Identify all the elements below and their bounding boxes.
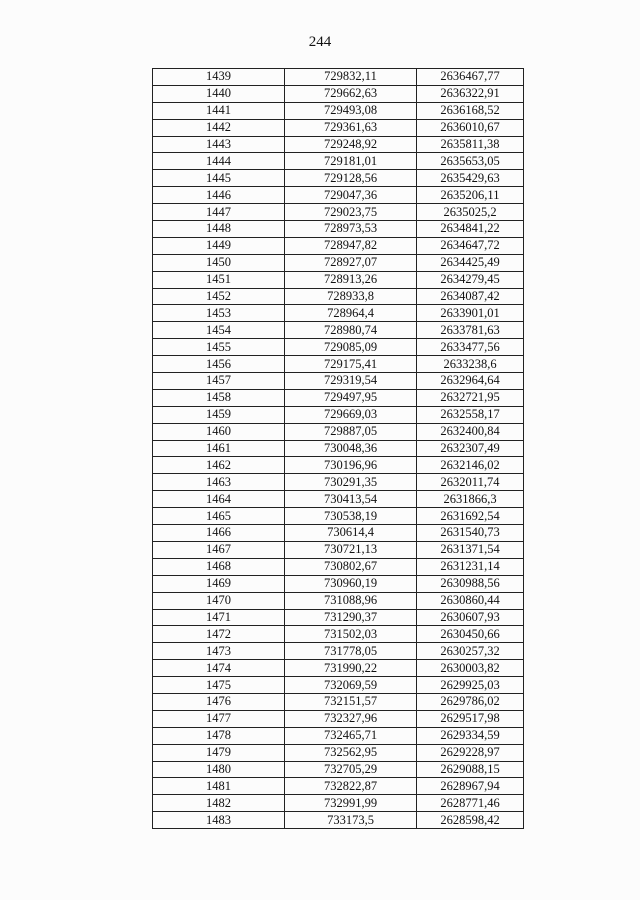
x-coordinate-cell: 733173,5 bbox=[285, 812, 417, 829]
table-row bbox=[153, 609, 524, 626]
table-row bbox=[153, 69, 524, 86]
x-coordinate-cell: 729047,36 bbox=[285, 187, 417, 204]
x-coordinate-cell: 729248,92 bbox=[285, 136, 417, 153]
x-coordinate-cell: 729175,41 bbox=[285, 356, 417, 373]
x-coordinate-cell: 732327,96 bbox=[285, 710, 417, 727]
point-number-cell: 1445 bbox=[153, 170, 285, 187]
y-coordinate-cell: 2632721,95 bbox=[417, 389, 524, 406]
table-row bbox=[153, 271, 524, 288]
x-coordinate-cell: 732822,87 bbox=[285, 778, 417, 795]
y-coordinate-cell: 2632558,17 bbox=[417, 406, 524, 423]
point-number-cell: 1479 bbox=[153, 744, 285, 761]
table-row bbox=[153, 187, 524, 204]
point-number-cell: 1440 bbox=[153, 85, 285, 102]
point-number-cell: 1465 bbox=[153, 508, 285, 525]
y-coordinate-cell: 2634279,45 bbox=[417, 271, 524, 288]
x-coordinate-cell: 730413,54 bbox=[285, 491, 417, 508]
x-coordinate-cell: 729832,11 bbox=[285, 69, 417, 86]
x-coordinate-cell: 729128,56 bbox=[285, 170, 417, 187]
y-coordinate-cell: 2636010,67 bbox=[417, 119, 524, 136]
table-row bbox=[153, 406, 524, 423]
x-coordinate-cell: 730614,4 bbox=[285, 525, 417, 542]
point-number-cell: 1468 bbox=[153, 558, 285, 575]
x-coordinate-cell: 730802,67 bbox=[285, 558, 417, 575]
y-coordinate-cell: 2628771,46 bbox=[417, 795, 524, 812]
y-coordinate-cell: 2635653,05 bbox=[417, 153, 524, 170]
point-number-cell: 1478 bbox=[153, 727, 285, 744]
y-coordinate-cell: 2629925,03 bbox=[417, 677, 524, 694]
point-number-cell: 1446 bbox=[153, 187, 285, 204]
y-coordinate-cell: 2634087,42 bbox=[417, 288, 524, 305]
y-coordinate-cell: 2631371,54 bbox=[417, 541, 524, 558]
x-coordinate-cell: 728947,82 bbox=[285, 237, 417, 254]
point-number-cell: 1450 bbox=[153, 254, 285, 271]
point-number-cell: 1451 bbox=[153, 271, 285, 288]
table-row bbox=[153, 204, 524, 221]
table-row bbox=[153, 389, 524, 406]
table-row bbox=[153, 322, 524, 339]
y-coordinate-cell: 2629228,97 bbox=[417, 744, 524, 761]
x-coordinate-cell: 730048,36 bbox=[285, 440, 417, 457]
y-coordinate-cell: 2631231,14 bbox=[417, 558, 524, 575]
table-row bbox=[153, 525, 524, 542]
x-coordinate-cell: 729662,63 bbox=[285, 85, 417, 102]
y-coordinate-cell: 2630607,93 bbox=[417, 609, 524, 626]
table-row bbox=[153, 761, 524, 778]
table-row bbox=[153, 373, 524, 390]
table-row bbox=[153, 727, 524, 744]
table-row bbox=[153, 541, 524, 558]
x-coordinate-cell: 729319,54 bbox=[285, 373, 417, 390]
y-coordinate-cell: 2631540,73 bbox=[417, 525, 524, 542]
point-number-cell: 1454 bbox=[153, 322, 285, 339]
y-coordinate-cell: 2632307,49 bbox=[417, 440, 524, 457]
x-coordinate-cell: 732151,57 bbox=[285, 693, 417, 710]
table-row bbox=[153, 778, 524, 795]
y-coordinate-cell: 2631866,3 bbox=[417, 491, 524, 508]
table-row bbox=[153, 592, 524, 609]
point-number-cell: 1477 bbox=[153, 710, 285, 727]
x-coordinate-cell: 732705,29 bbox=[285, 761, 417, 778]
coordinates-table-body bbox=[153, 69, 524, 829]
point-number-cell: 1461 bbox=[153, 440, 285, 457]
y-coordinate-cell: 2633901,01 bbox=[417, 305, 524, 322]
table-row bbox=[153, 356, 524, 373]
table-row bbox=[153, 170, 524, 187]
page-number: 244 bbox=[308, 34, 332, 50]
y-coordinate-cell: 2632964,64 bbox=[417, 373, 524, 390]
table-row bbox=[153, 474, 524, 491]
table-row bbox=[153, 508, 524, 525]
y-coordinate-cell: 2628967,94 bbox=[417, 778, 524, 795]
x-coordinate-cell: 731290,37 bbox=[285, 609, 417, 626]
point-number-cell: 1475 bbox=[153, 677, 285, 694]
point-number-cell: 1460 bbox=[153, 423, 285, 440]
table-row bbox=[153, 339, 524, 356]
y-coordinate-cell: 2630860,44 bbox=[417, 592, 524, 609]
y-coordinate-cell: 2630450,66 bbox=[417, 626, 524, 643]
point-number-cell: 1476 bbox=[153, 693, 285, 710]
table-row bbox=[153, 254, 524, 271]
table-row bbox=[153, 660, 524, 677]
point-number-cell: 1449 bbox=[153, 237, 285, 254]
x-coordinate-cell: 729669,03 bbox=[285, 406, 417, 423]
y-coordinate-cell: 2634425,49 bbox=[417, 254, 524, 271]
table-row bbox=[153, 85, 524, 102]
x-coordinate-cell: 731778,05 bbox=[285, 643, 417, 660]
point-number-cell: 1444 bbox=[153, 153, 285, 170]
x-coordinate-cell: 731502,03 bbox=[285, 626, 417, 643]
x-coordinate-cell: 728913,26 bbox=[285, 271, 417, 288]
x-coordinate-cell: 729181,01 bbox=[285, 153, 417, 170]
y-coordinate-cell: 2635206,11 bbox=[417, 187, 524, 204]
y-coordinate-cell: 2629786,02 bbox=[417, 693, 524, 710]
point-number-cell: 1471 bbox=[153, 609, 285, 626]
table-row bbox=[153, 136, 524, 153]
x-coordinate-cell: 729497,95 bbox=[285, 389, 417, 406]
point-number-cell: 1469 bbox=[153, 575, 285, 592]
point-number-cell: 1470 bbox=[153, 592, 285, 609]
point-number-cell: 1473 bbox=[153, 643, 285, 660]
y-coordinate-cell: 2630257,32 bbox=[417, 643, 524, 660]
table-row bbox=[153, 221, 524, 238]
table-row bbox=[153, 575, 524, 592]
table-row bbox=[153, 119, 524, 136]
table-row bbox=[153, 423, 524, 440]
y-coordinate-cell: 2636467,77 bbox=[417, 69, 524, 86]
x-coordinate-cell: 729493,08 bbox=[285, 102, 417, 119]
x-coordinate-cell: 728980,74 bbox=[285, 322, 417, 339]
table-row bbox=[153, 237, 524, 254]
x-coordinate-cell: 732991,99 bbox=[285, 795, 417, 812]
table-row bbox=[153, 491, 524, 508]
point-number-cell: 1459 bbox=[153, 406, 285, 423]
x-coordinate-cell: 732465,71 bbox=[285, 727, 417, 744]
point-number-cell: 1452 bbox=[153, 288, 285, 305]
y-coordinate-cell: 2629517,98 bbox=[417, 710, 524, 727]
x-coordinate-cell: 730196,96 bbox=[285, 457, 417, 474]
x-coordinate-cell: 732562,95 bbox=[285, 744, 417, 761]
y-coordinate-cell: 2630003,82 bbox=[417, 660, 524, 677]
table-row bbox=[153, 677, 524, 694]
x-coordinate-cell: 729023,75 bbox=[285, 204, 417, 221]
y-coordinate-cell: 2629334,59 bbox=[417, 727, 524, 744]
point-number-cell: 1483 bbox=[153, 812, 285, 829]
y-coordinate-cell: 2633238,6 bbox=[417, 356, 524, 373]
point-number-cell: 1463 bbox=[153, 474, 285, 491]
coordinates-table bbox=[152, 68, 524, 829]
table-row bbox=[153, 440, 524, 457]
y-coordinate-cell: 2630988,56 bbox=[417, 575, 524, 592]
x-coordinate-cell: 730960,19 bbox=[285, 575, 417, 592]
x-coordinate-cell: 728973,53 bbox=[285, 221, 417, 238]
x-coordinate-cell: 729085,09 bbox=[285, 339, 417, 356]
y-coordinate-cell: 2632146,02 bbox=[417, 457, 524, 474]
x-coordinate-cell: 729887,05 bbox=[285, 423, 417, 440]
x-coordinate-cell: 728927,07 bbox=[285, 254, 417, 271]
x-coordinate-cell: 730291,35 bbox=[285, 474, 417, 491]
table-row bbox=[153, 153, 524, 170]
y-coordinate-cell: 2633781,63 bbox=[417, 322, 524, 339]
point-number-cell: 1482 bbox=[153, 795, 285, 812]
table-row bbox=[153, 305, 524, 322]
y-coordinate-cell: 2629088,15 bbox=[417, 761, 524, 778]
table-row bbox=[153, 102, 524, 119]
point-number-cell: 1480 bbox=[153, 761, 285, 778]
y-coordinate-cell: 2634841,22 bbox=[417, 221, 524, 238]
table-row bbox=[153, 710, 524, 727]
point-number-cell: 1457 bbox=[153, 373, 285, 390]
point-number-cell: 1462 bbox=[153, 457, 285, 474]
point-number-cell: 1481 bbox=[153, 778, 285, 795]
point-number-cell: 1448 bbox=[153, 221, 285, 238]
table-row bbox=[153, 457, 524, 474]
point-number-cell: 1467 bbox=[153, 541, 285, 558]
point-number-cell: 1472 bbox=[153, 626, 285, 643]
point-number-cell: 1447 bbox=[153, 204, 285, 221]
point-number-cell: 1458 bbox=[153, 389, 285, 406]
table-row bbox=[153, 288, 524, 305]
x-coordinate-cell: 730721,13 bbox=[285, 541, 417, 558]
table-row bbox=[153, 744, 524, 761]
table-row bbox=[153, 795, 524, 812]
y-coordinate-cell: 2632011,74 bbox=[417, 474, 524, 491]
y-coordinate-cell: 2636168,52 bbox=[417, 102, 524, 119]
point-number-cell: 1456 bbox=[153, 356, 285, 373]
point-number-cell: 1441 bbox=[153, 102, 285, 119]
y-coordinate-cell: 2633477,56 bbox=[417, 339, 524, 356]
x-coordinate-cell: 728933,8 bbox=[285, 288, 417, 305]
x-coordinate-cell: 731088,96 bbox=[285, 592, 417, 609]
x-coordinate-cell: 730538,19 bbox=[285, 508, 417, 525]
x-coordinate-cell: 731990,22 bbox=[285, 660, 417, 677]
point-number-cell: 1466 bbox=[153, 525, 285, 542]
point-number-cell: 1439 bbox=[153, 69, 285, 86]
y-coordinate-cell: 2635811,38 bbox=[417, 136, 524, 153]
y-coordinate-cell: 2631692,54 bbox=[417, 508, 524, 525]
y-coordinate-cell: 2636322,91 bbox=[417, 85, 524, 102]
y-coordinate-cell: 2635429,63 bbox=[417, 170, 524, 187]
x-coordinate-cell: 728964,4 bbox=[285, 305, 417, 322]
table-row bbox=[153, 812, 524, 829]
y-coordinate-cell: 2634647,72 bbox=[417, 237, 524, 254]
table-row bbox=[153, 626, 524, 643]
table-row bbox=[153, 558, 524, 575]
point-number-cell: 1455 bbox=[153, 339, 285, 356]
x-coordinate-cell: 729361,63 bbox=[285, 119, 417, 136]
y-coordinate-cell: 2632400,84 bbox=[417, 423, 524, 440]
x-coordinate-cell: 732069,59 bbox=[285, 677, 417, 694]
y-coordinate-cell: 2635025,2 bbox=[417, 204, 524, 221]
point-number-cell: 1474 bbox=[153, 660, 285, 677]
point-number-cell: 1442 bbox=[153, 119, 285, 136]
point-number-cell: 1443 bbox=[153, 136, 285, 153]
table-row bbox=[153, 643, 524, 660]
point-number-cell: 1464 bbox=[153, 491, 285, 508]
table-row bbox=[153, 693, 524, 710]
point-number-cell: 1453 bbox=[153, 305, 285, 322]
y-coordinate-cell: 2628598,42 bbox=[417, 812, 524, 829]
